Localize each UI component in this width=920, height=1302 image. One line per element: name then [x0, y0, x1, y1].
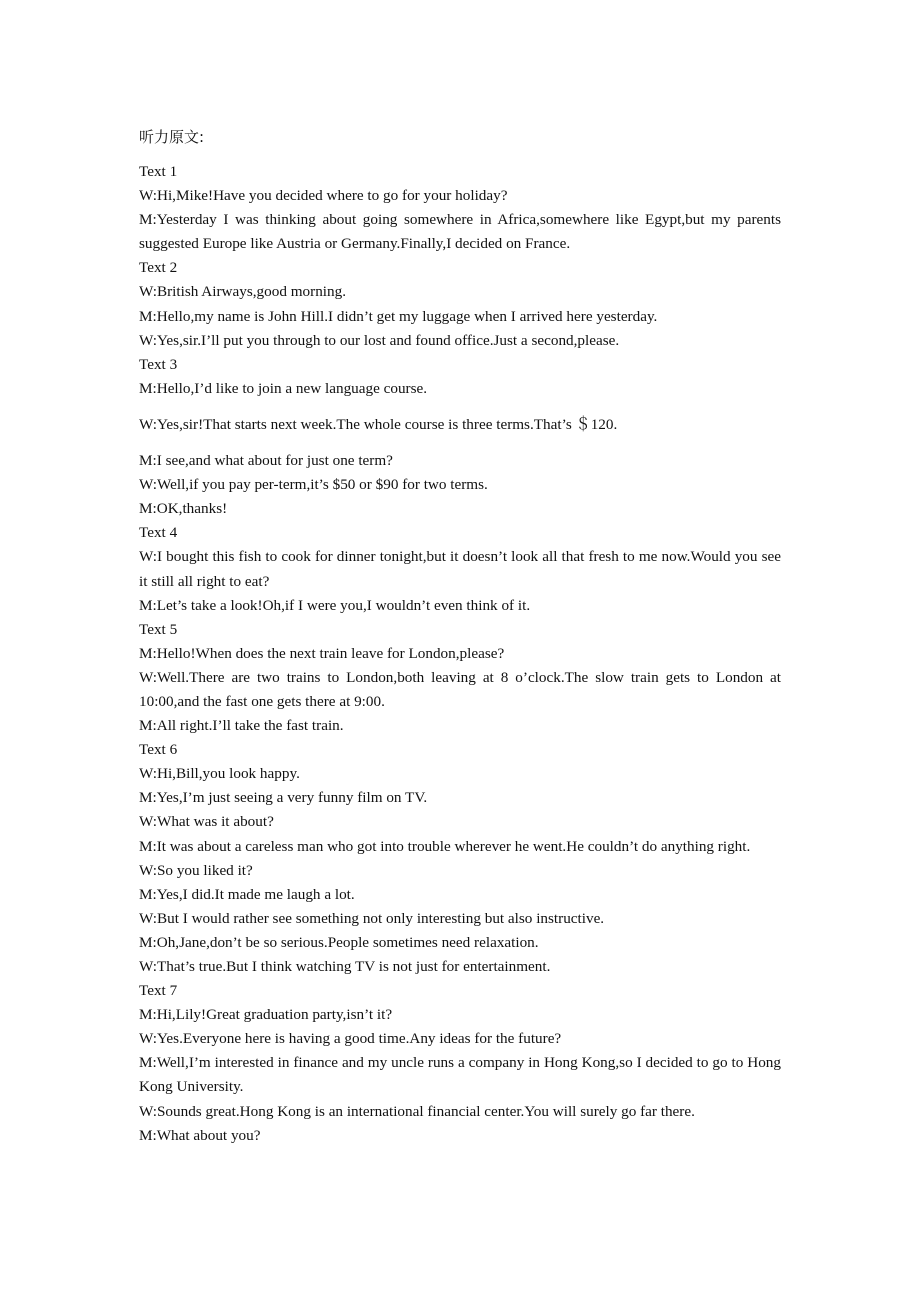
dialogue-line: W:Sounds great.Hong Kong is an international financial center.You will surely go far there.	[139, 1102, 695, 1120]
dialogue-line: W:I bought this fish to cook for dinner tonight,but it doesn’t look all that fresh to me now.Would you see it still all right to eat?	[139, 548, 781, 590]
dialogue-line: M:What about you?	[139, 1126, 261, 1144]
dialogue-line: W:Hi,Bill,you look happy.	[139, 765, 300, 783]
section-title: Text 7	[139, 982, 178, 1000]
dialogue-line: W:Well,if you pay per-term,it’s $50 or $90 for two terms.	[139, 476, 488, 494]
section-title: Text 1	[139, 163, 178, 180]
dialogue-line: M:Yes,I did.It made me laugh a lot.	[139, 885, 355, 903]
transcript-body	[139, 125, 781, 1148]
dialogue-line: W:So you liked it?	[139, 861, 253, 879]
dialogue-line: W:Yes,sir!That starts next week.The whole course is three terms.That’s ＄120.	[139, 415, 618, 433]
dialogue-line: M:I see,and what about for just one term?	[139, 452, 393, 470]
dialogue-line: M:Hello,I’d like to join a new language course.	[139, 379, 428, 397]
dialogue-line: M:OK,thanks!	[139, 500, 228, 518]
dialogue-line: W:Hi,Mike!Have you decided where to go for your holiday?	[139, 187, 508, 205]
dialogue-line: M:Hello,my name is John Hill.I didn’t get my luggage when I arrived here yesterday.	[139, 307, 658, 325]
dialogue-line: M:Let’s take a look!Oh,if I were you,I wouldn’t even think of it.	[139, 596, 531, 614]
dialogue-line: M:Hello!When does the next train leave for London,please?	[139, 644, 505, 662]
section-title: Text 4	[139, 524, 178, 542]
dialogue-line: W:But I would rather see something not only interesting but also instructive.	[139, 909, 605, 927]
dialogue-line: M:Yes,I’m just seeing a very funny film on TV.	[139, 789, 428, 807]
section-title: Text 3	[139, 355, 178, 373]
page-heading: 听力原文:	[139, 128, 205, 146]
dialogue-line: M:Yesterday I was thinking about going somewhere in Africa,somewhere like Egypt,but my parents suggested Europe like Austria or Germany.Finally,I decided on France.	[139, 211, 781, 253]
dialogue-line: W:Yes,sir.I’ll put you through to our lost and found office.Just a second,please.	[139, 331, 620, 349]
section-title: Text 2	[139, 259, 178, 277]
dialogue-line: W:Yes.Everyone here is having a good time.Any ideas for the future?	[139, 1030, 562, 1048]
dialogue-line: M:Oh,Jane,don’t be so serious.People sometimes need relaxation.	[139, 933, 539, 951]
dialogue-line: M:Well,I’m interested in finance and my uncle runs a company in Hong Kong,so I decided to go to Hong Kong University.	[139, 1054, 781, 1096]
dialogue-line: M:It was about a careless man who got into trouble wherever he went.He couldn’t do anything right.	[139, 837, 751, 855]
dialogue-line: W:That’s true.But I think watching TV is not just for entertainment.	[139, 958, 551, 975]
section-title: Text 6	[139, 741, 178, 759]
dialogue-line: M:All right.I’ll take the fast train.	[139, 717, 344, 735]
dialogue-line: W:British Airways,good morning.	[139, 283, 346, 301]
section-title: Text 5	[139, 620, 178, 638]
dialogue-line: W:Well.There are two trains to London,both leaving at 8 o’clock.The slow train gets to London at 10:00,and the fast one gets there at 9:00.	[139, 668, 781, 710]
dialogue-line: M:Hi,Lily!Great graduation party,isn’t it?	[139, 1006, 393, 1024]
dialogue-line: W:What was it about?	[139, 813, 274, 831]
